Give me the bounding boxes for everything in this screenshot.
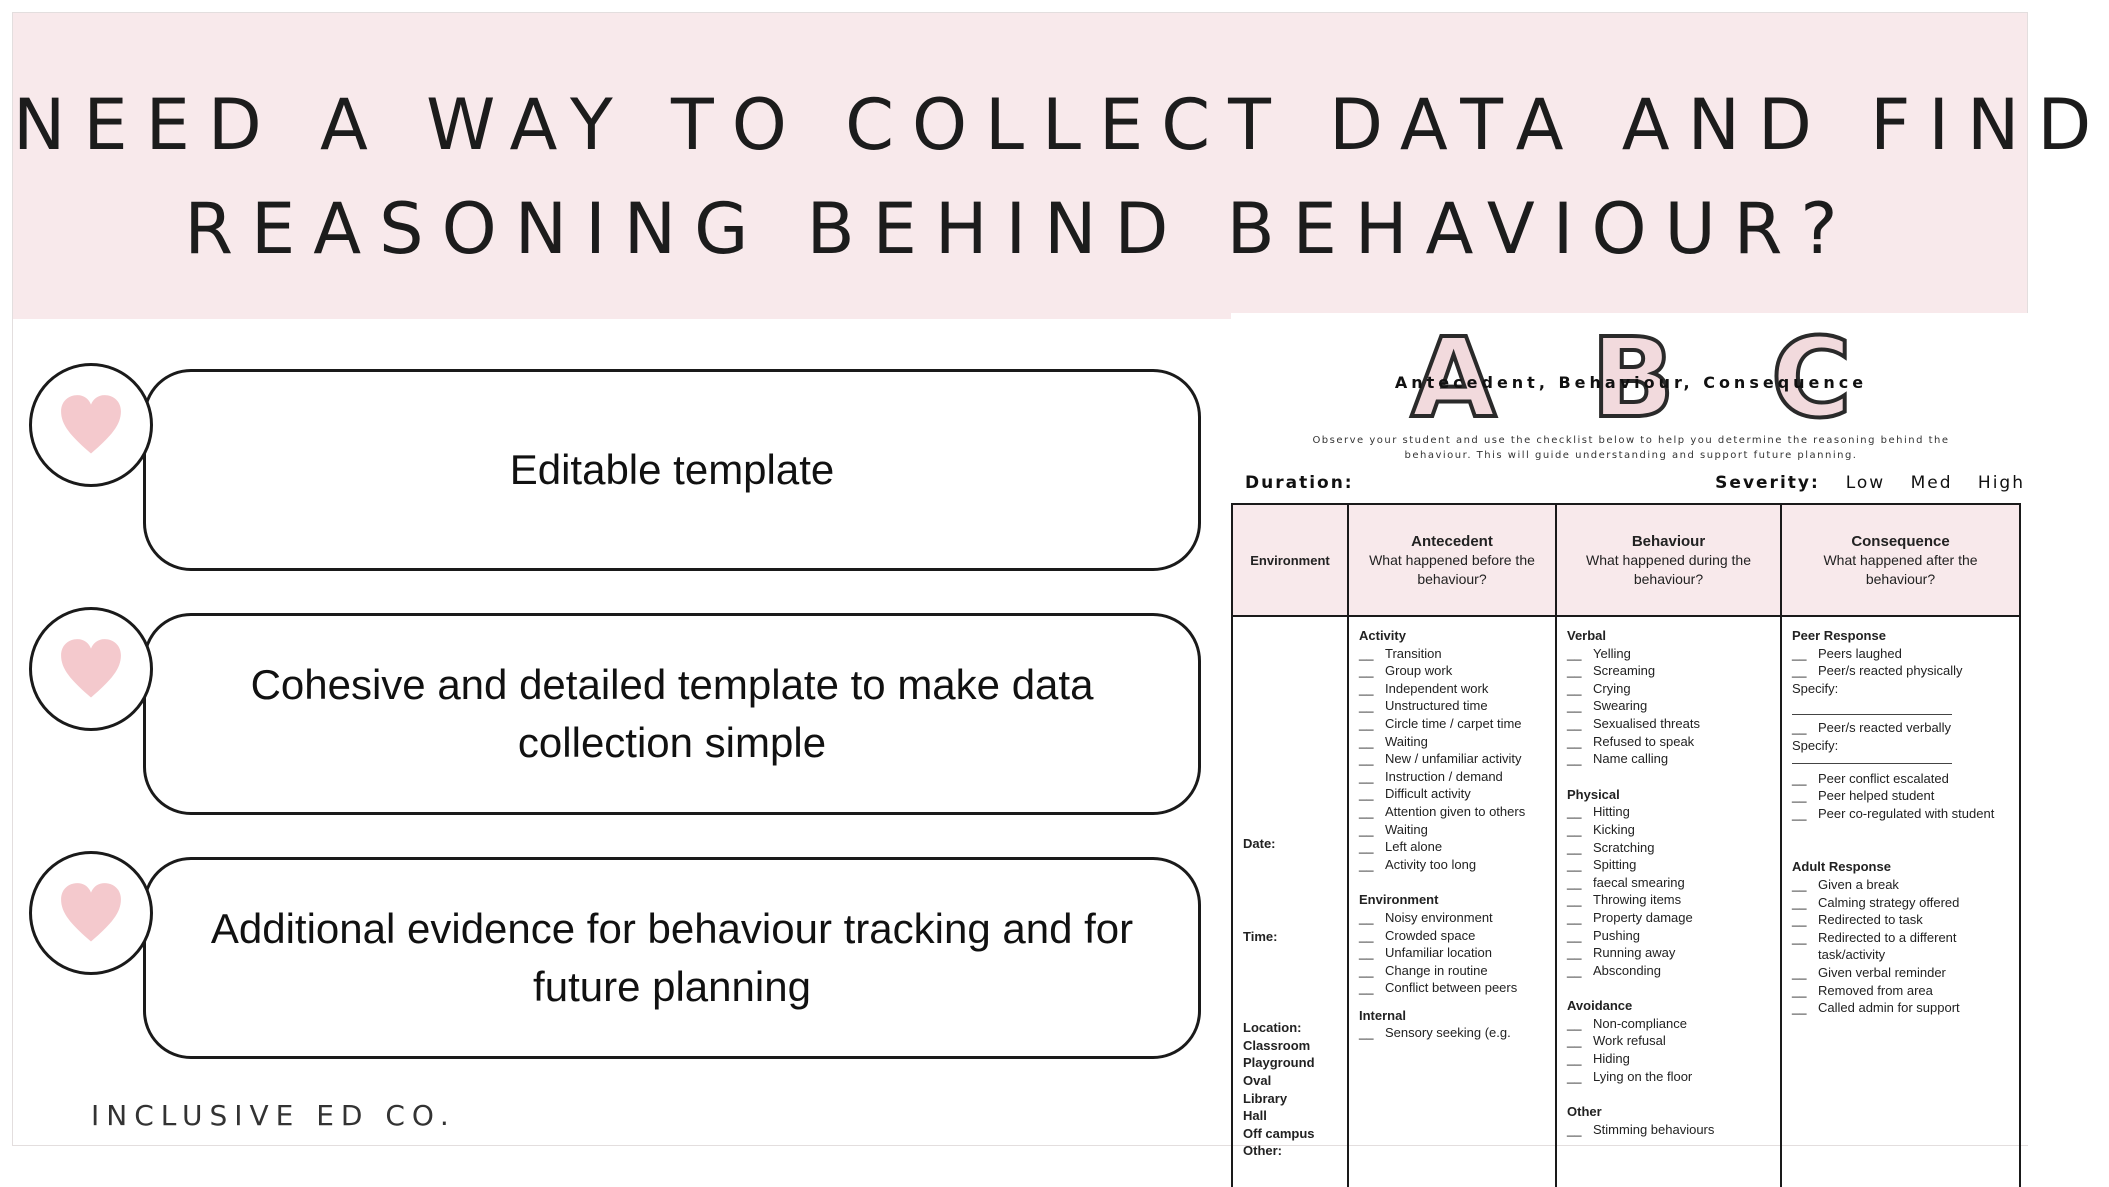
heart-icon <box>57 879 125 947</box>
worksheet-title: Antecedent, Behaviour, Consequence <box>1394 373 1868 392</box>
checklist-item: __ Spitting <box>1567 856 1770 874</box>
checklist-item: __ Independent work <box>1359 680 1545 698</box>
abc-worksheet-preview <box>1231 313 2031 1159</box>
header-antecedent: Antecedent What happened before the behaviour? <box>1348 504 1556 616</box>
checklist-item: __ Peer conflict escalated <box>1792 770 2009 788</box>
checklist-item: __ Group work <box>1359 662 1545 680</box>
checklist-item: __ Scratching <box>1567 839 1770 857</box>
heart-badge <box>29 851 153 975</box>
checklist-item: __ Instruction / demand <box>1359 768 1545 786</box>
section-title: Activity <box>1359 628 1406 643</box>
checklist-item: __ Peer/s reacted verbally <box>1792 719 2009 737</box>
location-item: Hall <box>1243 1108 1267 1124</box>
checklist-item: __ Change in routine <box>1359 962 1545 980</box>
checklist-item: __ Yelling <box>1567 645 1770 663</box>
header-banner <box>13 13 2109 319</box>
severity <box>1715 473 2025 493</box>
checklist-item: __ Difficult activity <box>1359 785 1545 803</box>
feature-card-evidence <box>143 857 1201 1059</box>
checklist-item: __ Peer/s reacted physically <box>1792 662 2009 680</box>
abc-letters <box>1231 313 2031 442</box>
worksheet-subtitle: Observe your student and use the checklist below to help you determine the reasoning behind the behaviour. This will guide understanding and support future planning. <box>1312 435 1950 461</box>
header-environment: Environment <box>1232 504 1348 616</box>
feature-text: Cohesive and detailed template to make data collection simple <box>250 661 1094 766</box>
consequence-column <box>1781 616 2020 1187</box>
checklist-item: __ Sexualised threats <box>1567 715 1770 733</box>
checklist-item: __ Given verbal reminder <box>1792 964 2009 982</box>
checklist-item: __ Absconding <box>1567 962 1770 980</box>
specify-line <box>1792 755 1952 764</box>
checklist-item: __ Unstructured time <box>1359 697 1545 715</box>
letter-a: A <box>1411 314 1497 442</box>
checklist-item: __ Refused to speak <box>1567 733 1770 751</box>
checklist-item: __ Activity too long <box>1359 856 1545 874</box>
feature-card-cohesive <box>143 613 1201 815</box>
section-title: Physical <box>1567 786 1620 802</box>
checklist-item: __ Called admin for support <box>1792 999 2009 1017</box>
heart-badge <box>29 363 153 487</box>
checklist-item: __ Pushing <box>1567 927 1770 945</box>
heart-icon <box>57 635 125 703</box>
location-item: Classroom <box>1243 1037 1311 1053</box>
letter-b: B <box>1591 314 1675 442</box>
location-item: Off campus <box>1243 1125 1315 1141</box>
checklist-item: __ Given a break <box>1792 876 2009 894</box>
specify-label: Specify: <box>1792 737 1839 753</box>
header-consequence: Consequence What happened after the behaviour? <box>1781 504 2020 616</box>
letter-c: C <box>1771 314 1852 442</box>
checklist-item: __ Work refusal <box>1567 1032 1770 1050</box>
table-header-row <box>1232 504 2020 616</box>
other-label: Other: <box>1243 1143 1282 1159</box>
checklist-item: __ Hiding <box>1567 1050 1770 1068</box>
environment-column <box>1232 616 1348 1187</box>
feature-text: Additional evidence for behaviour tracking and for future planning <box>210 905 1134 1010</box>
checklist-item: __ Crowded space <box>1359 927 1545 945</box>
checklist-item: __ Stimming behaviours <box>1567 1121 1770 1139</box>
heart-badge <box>29 607 153 731</box>
severity-high: High <box>1977 473 2025 493</box>
checklist-item: __ Throwing items <box>1567 891 1770 909</box>
section-title: Adult Response <box>1792 859 1891 875</box>
checklist-item: __ Waiting <box>1359 733 1545 751</box>
section-title: Avoidance <box>1567 998 1633 1014</box>
checklist-item: __ Sensory seeking (e.g. <box>1359 1024 1545 1042</box>
checklist-item: __ Circle time / carpet time <box>1359 715 1545 733</box>
specify-line <box>1792 697 1952 715</box>
checklist-item: __ Crying <box>1567 680 1770 698</box>
location-item: Oval <box>1243 1072 1272 1088</box>
headline <box>13 73 2109 281</box>
checklist-item: __ Waiting <box>1359 821 1545 839</box>
checklist-item: __ Peers laughed <box>1792 645 2009 663</box>
checklist-item: __ Non-compliance <box>1567 1015 1770 1033</box>
checklist-item: __ Transition <box>1359 645 1545 663</box>
checklist-item: __ Property damage <box>1567 909 1770 927</box>
checklist-item: __ New / unfamiliar activity <box>1359 750 1545 768</box>
severity-label: Severity: <box>1715 473 1820 493</box>
checklist-item: __ Noisy environment <box>1359 909 1545 927</box>
duration-label: Duration: <box>1245 473 1354 493</box>
section-title: Other <box>1567 1104 1602 1120</box>
location-item: Playground <box>1243 1055 1315 1071</box>
brand-name: INCLUSIVE ED CO. <box>91 1099 456 1132</box>
checklist-item: __ Swearing <box>1567 697 1770 715</box>
checklist-item: __ Hitting <box>1567 803 1770 821</box>
checklist-item: __ Kicking <box>1567 821 1770 839</box>
table-body-row <box>1232 616 2020 1187</box>
specify-label: Specify: <box>1792 680 1839 696</box>
severity-low: Low <box>1845 473 1886 493</box>
checklist-item: __ Unfamiliar location <box>1359 944 1545 962</box>
checklist-item: __ Name calling <box>1567 750 1770 768</box>
section-title: Environment <box>1359 892 1439 908</box>
checklist-item: __ Calming strategy offered <box>1792 894 2009 912</box>
checklist-item: __ Redirected to task <box>1792 911 2009 929</box>
location-label: Location: <box>1243 1020 1302 1036</box>
feature-card-editable <box>143 369 1201 571</box>
checklist-item: __ Left alone <box>1359 838 1545 856</box>
checklist-item: __ Attention given to others <box>1359 803 1545 821</box>
checklist-item: __ Conflict between peers <box>1359 979 1545 997</box>
behaviour-column <box>1556 616 1781 1187</box>
abc-table <box>1231 503 2021 1187</box>
header-behaviour: Behaviour What happened during the behaviour? <box>1556 504 1781 616</box>
severity-med: Med <box>1910 473 1953 493</box>
section-title: Peer Response <box>1792 628 1886 643</box>
antecedent-column <box>1348 616 1556 1187</box>
location-item: Library <box>1243 1090 1288 1106</box>
headline-line-1: NEED A WAY TO COLLECT DATA AND FIND <box>13 84 2109 166</box>
section-title: Verbal <box>1567 628 1607 643</box>
feature-text: Editable template <box>509 446 835 493</box>
checklist-item: __ Lying on the floor <box>1567 1068 1770 1086</box>
checklist-item: __ faecal smearing <box>1567 874 1770 892</box>
section-title: Internal <box>1359 1007 1406 1023</box>
checklist-item: __ Peer co-regulated with student <box>1792 805 2009 823</box>
checklist-item: __ Removed from area <box>1792 982 2009 1000</box>
slide <box>12 12 2109 1159</box>
date-label: Date: <box>1243 836 1276 851</box>
checklist-item: __ Running away <box>1567 944 1770 962</box>
checklist-item: __ Peer helped student <box>1792 787 2009 805</box>
headline-line-2: REASONING BEHIND BEHAVIOUR? <box>184 188 1856 270</box>
checklist-item: __ Screaming <box>1567 662 1770 680</box>
checklist-item: __ Redirected to a different task/activity <box>1792 929 2009 964</box>
heart-icon <box>57 391 125 459</box>
time-label: Time: <box>1243 928 1278 944</box>
